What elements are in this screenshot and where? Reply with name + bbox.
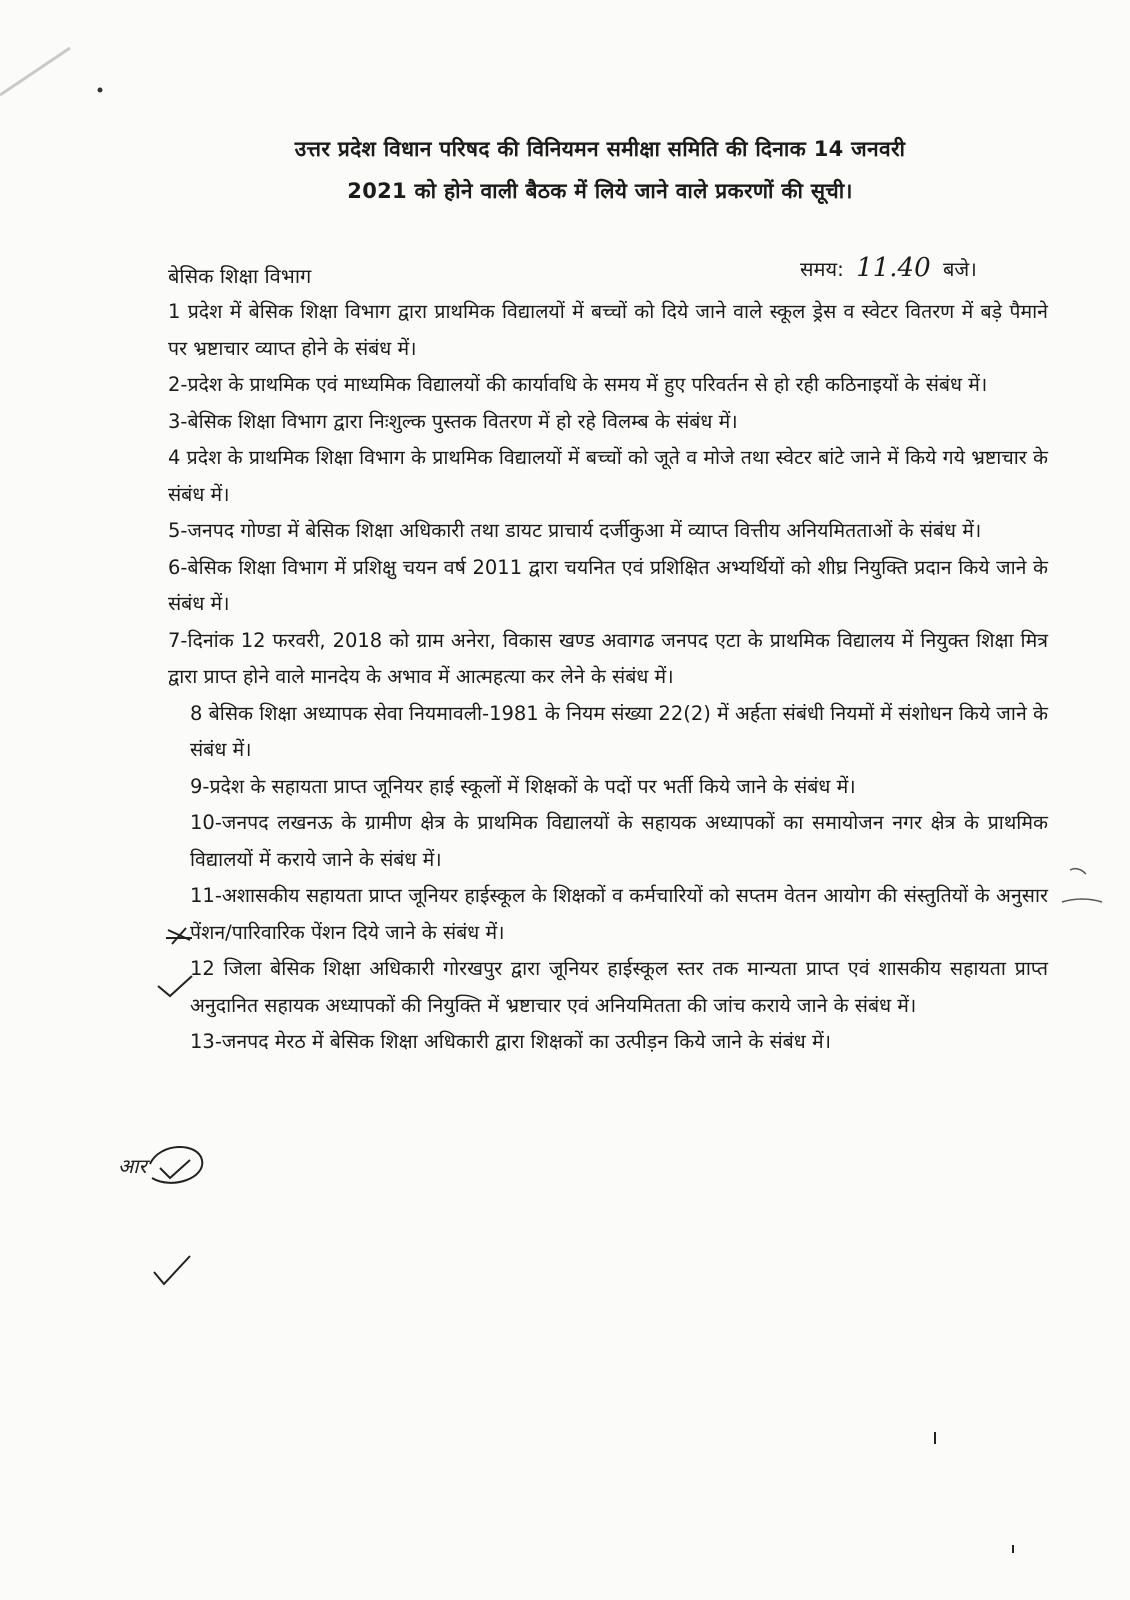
agenda-item: 4 प्रदेश के प्राथमिक शिक्षा विभाग के प्राथमिक विद्यालयों में बच्चों को जूते व मोजे तथा स्वेटर बांटे जाने में किये गये भ्रष्टाचार के संबंध में। <box>168 446 1048 506</box>
agenda-item: 3-बेसिक शिक्षा विभाग द्वारा निःशुल्क पुस्तक वितरण में हो रहे विलम्ब के संबंध में। <box>168 409 738 433</box>
agenda-item: 2-प्रदेश के प्राथमिक एवं माध्यमिक विद्यालयों की कार्यावधि के समय में हुए परिवर्तन से हो रही कठिनाइयों के संबंध में। <box>168 373 988 396</box>
agenda-item: 5-जनपद गोण्डा में बेसिक शिक्षा अधिकारी तथा डायट प्राचार्य दर्जीकुआ में व्याप्त वित्तीय अनियमितताओं के संबंध में। <box>168 519 982 542</box>
margin-scribble <box>1062 869 1102 902</box>
scan-speck <box>98 88 103 93</box>
agenda-item: 8 बेसिक शिक्षा अध्यापक सेवा नियमावली-1981 के नियम संख्या 22(2) में अर्हता संबंधी नियमों में संशोधन किये जाने के संबंध में। <box>190 701 1048 761</box>
agenda-item: 1 प्रदेश में बेसिक शिक्षा विभाग द्वारा प्राथमिक विद्यालयों में बच्चों को दिये जाने वाले स्कूल ड्रेस व स्वेटर वितरण में बड़े पैमाने पर भ्रष्टाचार व्याप्त होने के संबंध में। <box>168 300 1048 360</box>
scan-streak <box>0 48 70 95</box>
document-heading <box>150 128 1050 212</box>
agenda-item: 9-प्रदेश के सहायता प्राप्त जूनियर हाई स्कूलों में शिक्षकों के पदों पर भर्ती किये जाने के संबंध में। <box>190 774 856 798</box>
circled-tick-icon <box>150 1147 202 1183</box>
meeting-time <box>800 254 977 283</box>
tick-mark-icon <box>154 1256 190 1284</box>
agenda-item: 10-जनपद लखनऊ के ग्रामीण क्षेत्र के प्राथमिक विद्यालयों के सहायक अध्यापकों का समायोजन नगर क्षेत्र के प्राथमिक विद्यालयों में कराये जाने के संबंध में। <box>190 811 1048 871</box>
agenda-item: 7-दिनांक 12 फरवरी, 2018 को ग्राम अनेरा, विकास खण्ड अवागढ जनपद एटा के प्राथमिक विद्यालय में नियुक्त शिक्षा मित्र द्वारा प्राप्त होने वाले मानदेय के अभाव में आत्महत्या कर लेने के संबंध में। <box>168 628 1048 688</box>
agenda-list <box>168 294 1048 1061</box>
heading-line-1: उत्तर प्रदेश विधान परिषद की विनियमन समीक्षा समिति की दिनाक 14 जनवरी <box>294 137 906 161</box>
time-label: समय: <box>800 257 844 281</box>
agenda-item: 13-जनपद मेरठ में बेसिक शिक्षा अधिकारी द्वारा शिक्षकों का उत्पीड़न किये जाने के संबंध में। <box>190 1030 832 1053</box>
department-label: बेसिक शिक्षा विभाग <box>168 264 312 288</box>
time-suffix: बजे। <box>942 257 977 281</box>
time-value: 11.40 <box>856 253 931 283</box>
agenda-item: 12 जिला बेसिक शिक्षा अधिकारी गोरखपुर द्वारा जूनियर हाईस्कूल स्तर तक मान्यता प्राप्त एवं शासकीय सहायता प्राप्त अनुदानित सहायक अध्यापकों की नियुक्ति में भ्रष्टाचार एवं अनियमितता की जांच कराये जाने के संबंध में। <box>190 957 1048 1017</box>
agenda-item: 11-अशासकीय सहायता प्राप्त जूनियर हाईस्कूल के शिक्षकों व कर्मचारियों को सप्तम वेतन आयोग की संस्तुतियों के अनुसार पेंशन/पारिवारिक पेंशन दिये जाने के संबंध में। <box>190 884 1048 944</box>
agenda-item: 6-बेसिक शिक्षा विभाग में प्रशिक्षु चयन वर्ष 2011 द्वारा चयनित एवं प्रशिक्षित अभ्यर्थियों को शीघ्र नियुक्ति प्रदान किये जाने के संबंध में। <box>168 555 1048 615</box>
heading-line-2: 2021 को होने वाली बैठक में लिये जाने वाले प्रकरणों की सूची। <box>347 179 853 203</box>
margin-note: आर <box>118 1154 147 1178</box>
